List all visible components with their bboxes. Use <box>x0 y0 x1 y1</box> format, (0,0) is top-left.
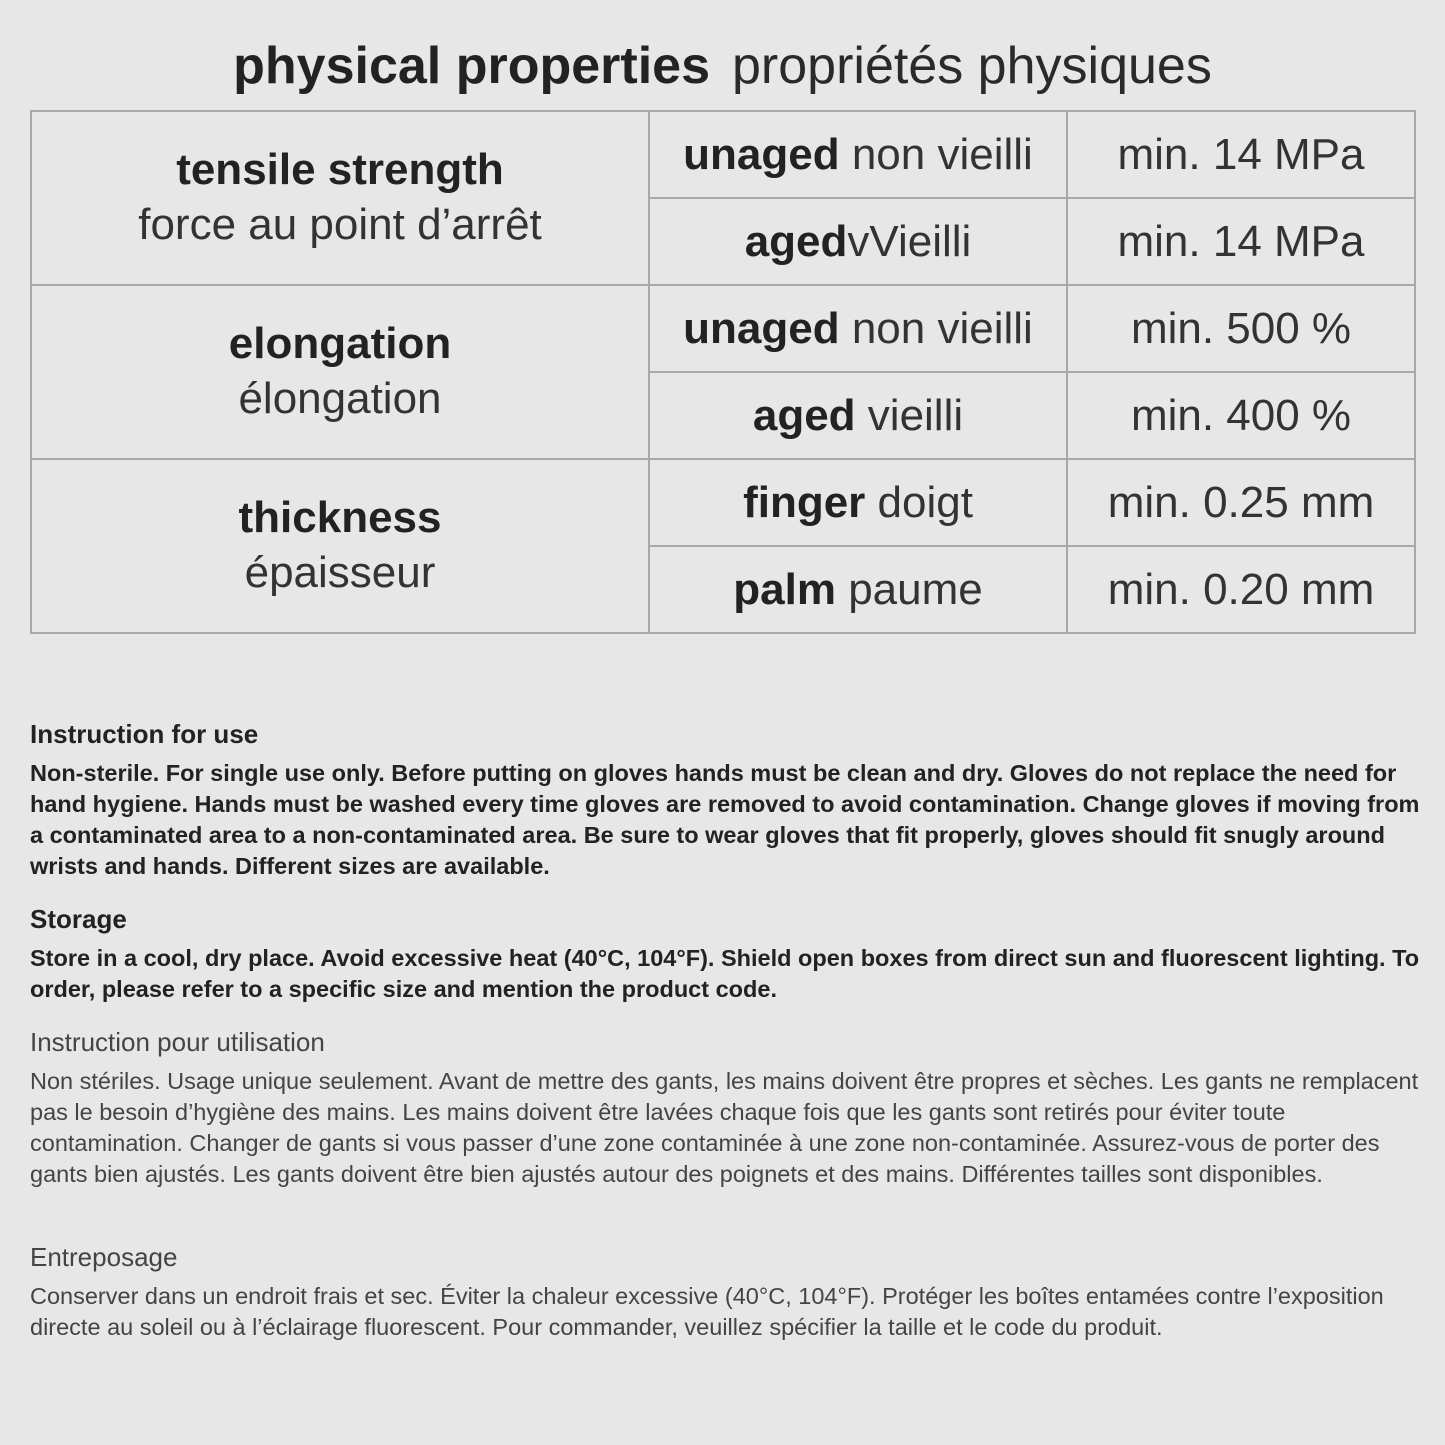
value-cell <box>1067 459 1415 546</box>
value-text: min. 500 % <box>1130 303 1352 353</box>
storage-en-body: Store in a cool, dry place. Avoid excessive heat (40°C, 104°F). Shield open boxes from direct sun and fluorescent lighting. To order, please refer to a specific size and mention the product code. <box>30 945 1420 1002</box>
instructions-fr-heading: Instruction pour utilisation <box>30 1027 325 1057</box>
condition-fr: vieilli <box>855 390 964 440</box>
condition-cell <box>649 459 1067 546</box>
instructions-fr-body: Non stériles. Usage unique seulement. Avant de mettre des gants, les mains doivent être propres et sèches. Les gants ne remplacent pas le besoin d’hygiène des mains. Les mains doivent être lavées chaque fois que les gants sont retirés pour éviter toute contamination. Changer de gants si vous passer d’une zone contaminée à une zone non-contaminée. Assurez-vous de porter des gants bien ajustés. Les gants doivent être bien ajustés autour des poignets et des mains. Différentes tailles sont disponibles. <box>30 1068 1419 1187</box>
value-cell <box>1067 285 1415 372</box>
table-row <box>31 111 1415 198</box>
condition-en: palm <box>733 564 836 614</box>
condition-en: unaged <box>683 129 840 179</box>
property-cell-thickness <box>31 459 649 633</box>
value-cell <box>1067 372 1415 459</box>
condition-en: unaged <box>683 303 840 353</box>
instructions-en-heading: Instruction for use <box>30 719 259 749</box>
property-name-en: tensile strength <box>176 145 504 194</box>
title-en: physical properties <box>233 37 710 95</box>
condition-fr: non vieilli <box>839 129 1033 179</box>
value-text: min. 14 MPa <box>1117 216 1365 266</box>
condition-cell <box>649 198 1067 285</box>
value-cell <box>1067 546 1415 633</box>
storage-en-heading: Storage <box>30 904 127 934</box>
table-row <box>31 459 1415 546</box>
page-title <box>0 34 1445 98</box>
condition-fr: paume <box>835 564 983 614</box>
value-text: min. 0.20 mm <box>1107 564 1375 614</box>
condition-cell <box>649 372 1067 459</box>
value-cell <box>1067 198 1415 285</box>
value-text: min. 0.25 mm <box>1107 477 1375 527</box>
value-text: min. 14 MPa <box>1117 129 1365 179</box>
condition-cell <box>649 546 1067 633</box>
condition-en: finger <box>743 477 866 527</box>
property-name-en: thickness <box>238 493 442 542</box>
storage-en-section <box>30 903 1420 1005</box>
instructions-fr-section <box>30 1026 1420 1190</box>
storage-fr-body: Conserver dans un endroit frais et sec. Éviter la chaleur excessive (40°C, 104°F). Protéger les boîtes entamées contre l’exposition directe au soleil ou à l’éclairage fluorescent. Pour commander, veuillez spécifier la taille et le code du produit. <box>30 1283 1384 1340</box>
condition-cell <box>649 285 1067 372</box>
condition-en: aged <box>744 216 848 266</box>
title-fr: propriétés physiques <box>732 37 1212 95</box>
table-row <box>31 285 1415 372</box>
value-text: min. 400 % <box>1130 390 1352 440</box>
property-cell-elongation <box>31 285 649 459</box>
instructions-en-body: Non-sterile. For single use only. Before putting on gloves hands must be clean and dry. Gloves do not replace the need for hand hygiene. Hands must be washed every time gloves are removed to avoid contamination. Change gloves if moving from a contaminated area to a non-contaminated area. Be sure to wear gloves that fit properly, gloves should fit snugly around wrists and hands. Different sizes are available. <box>30 760 1420 879</box>
property-name-fr: force au point d’arrêt <box>138 200 542 249</box>
condition-fr: doigt <box>865 477 973 527</box>
instructions-en-section <box>30 718 1420 882</box>
property-name-en: elongation <box>228 319 452 368</box>
condition-fr: non vieilli <box>839 303 1033 353</box>
condition-fr: vVieilli <box>847 216 972 266</box>
property-name-fr: épaisseur <box>244 548 436 597</box>
storage-fr-section <box>30 1241 1420 1343</box>
physical-properties-table <box>30 110 1416 634</box>
property-name-fr: élongation <box>238 374 442 423</box>
condition-en: aged <box>752 390 856 440</box>
property-cell-tensile-strength <box>31 111 649 285</box>
value-cell <box>1067 111 1415 198</box>
condition-cell <box>649 111 1067 198</box>
storage-fr-heading: Entreposage <box>30 1242 178 1272</box>
